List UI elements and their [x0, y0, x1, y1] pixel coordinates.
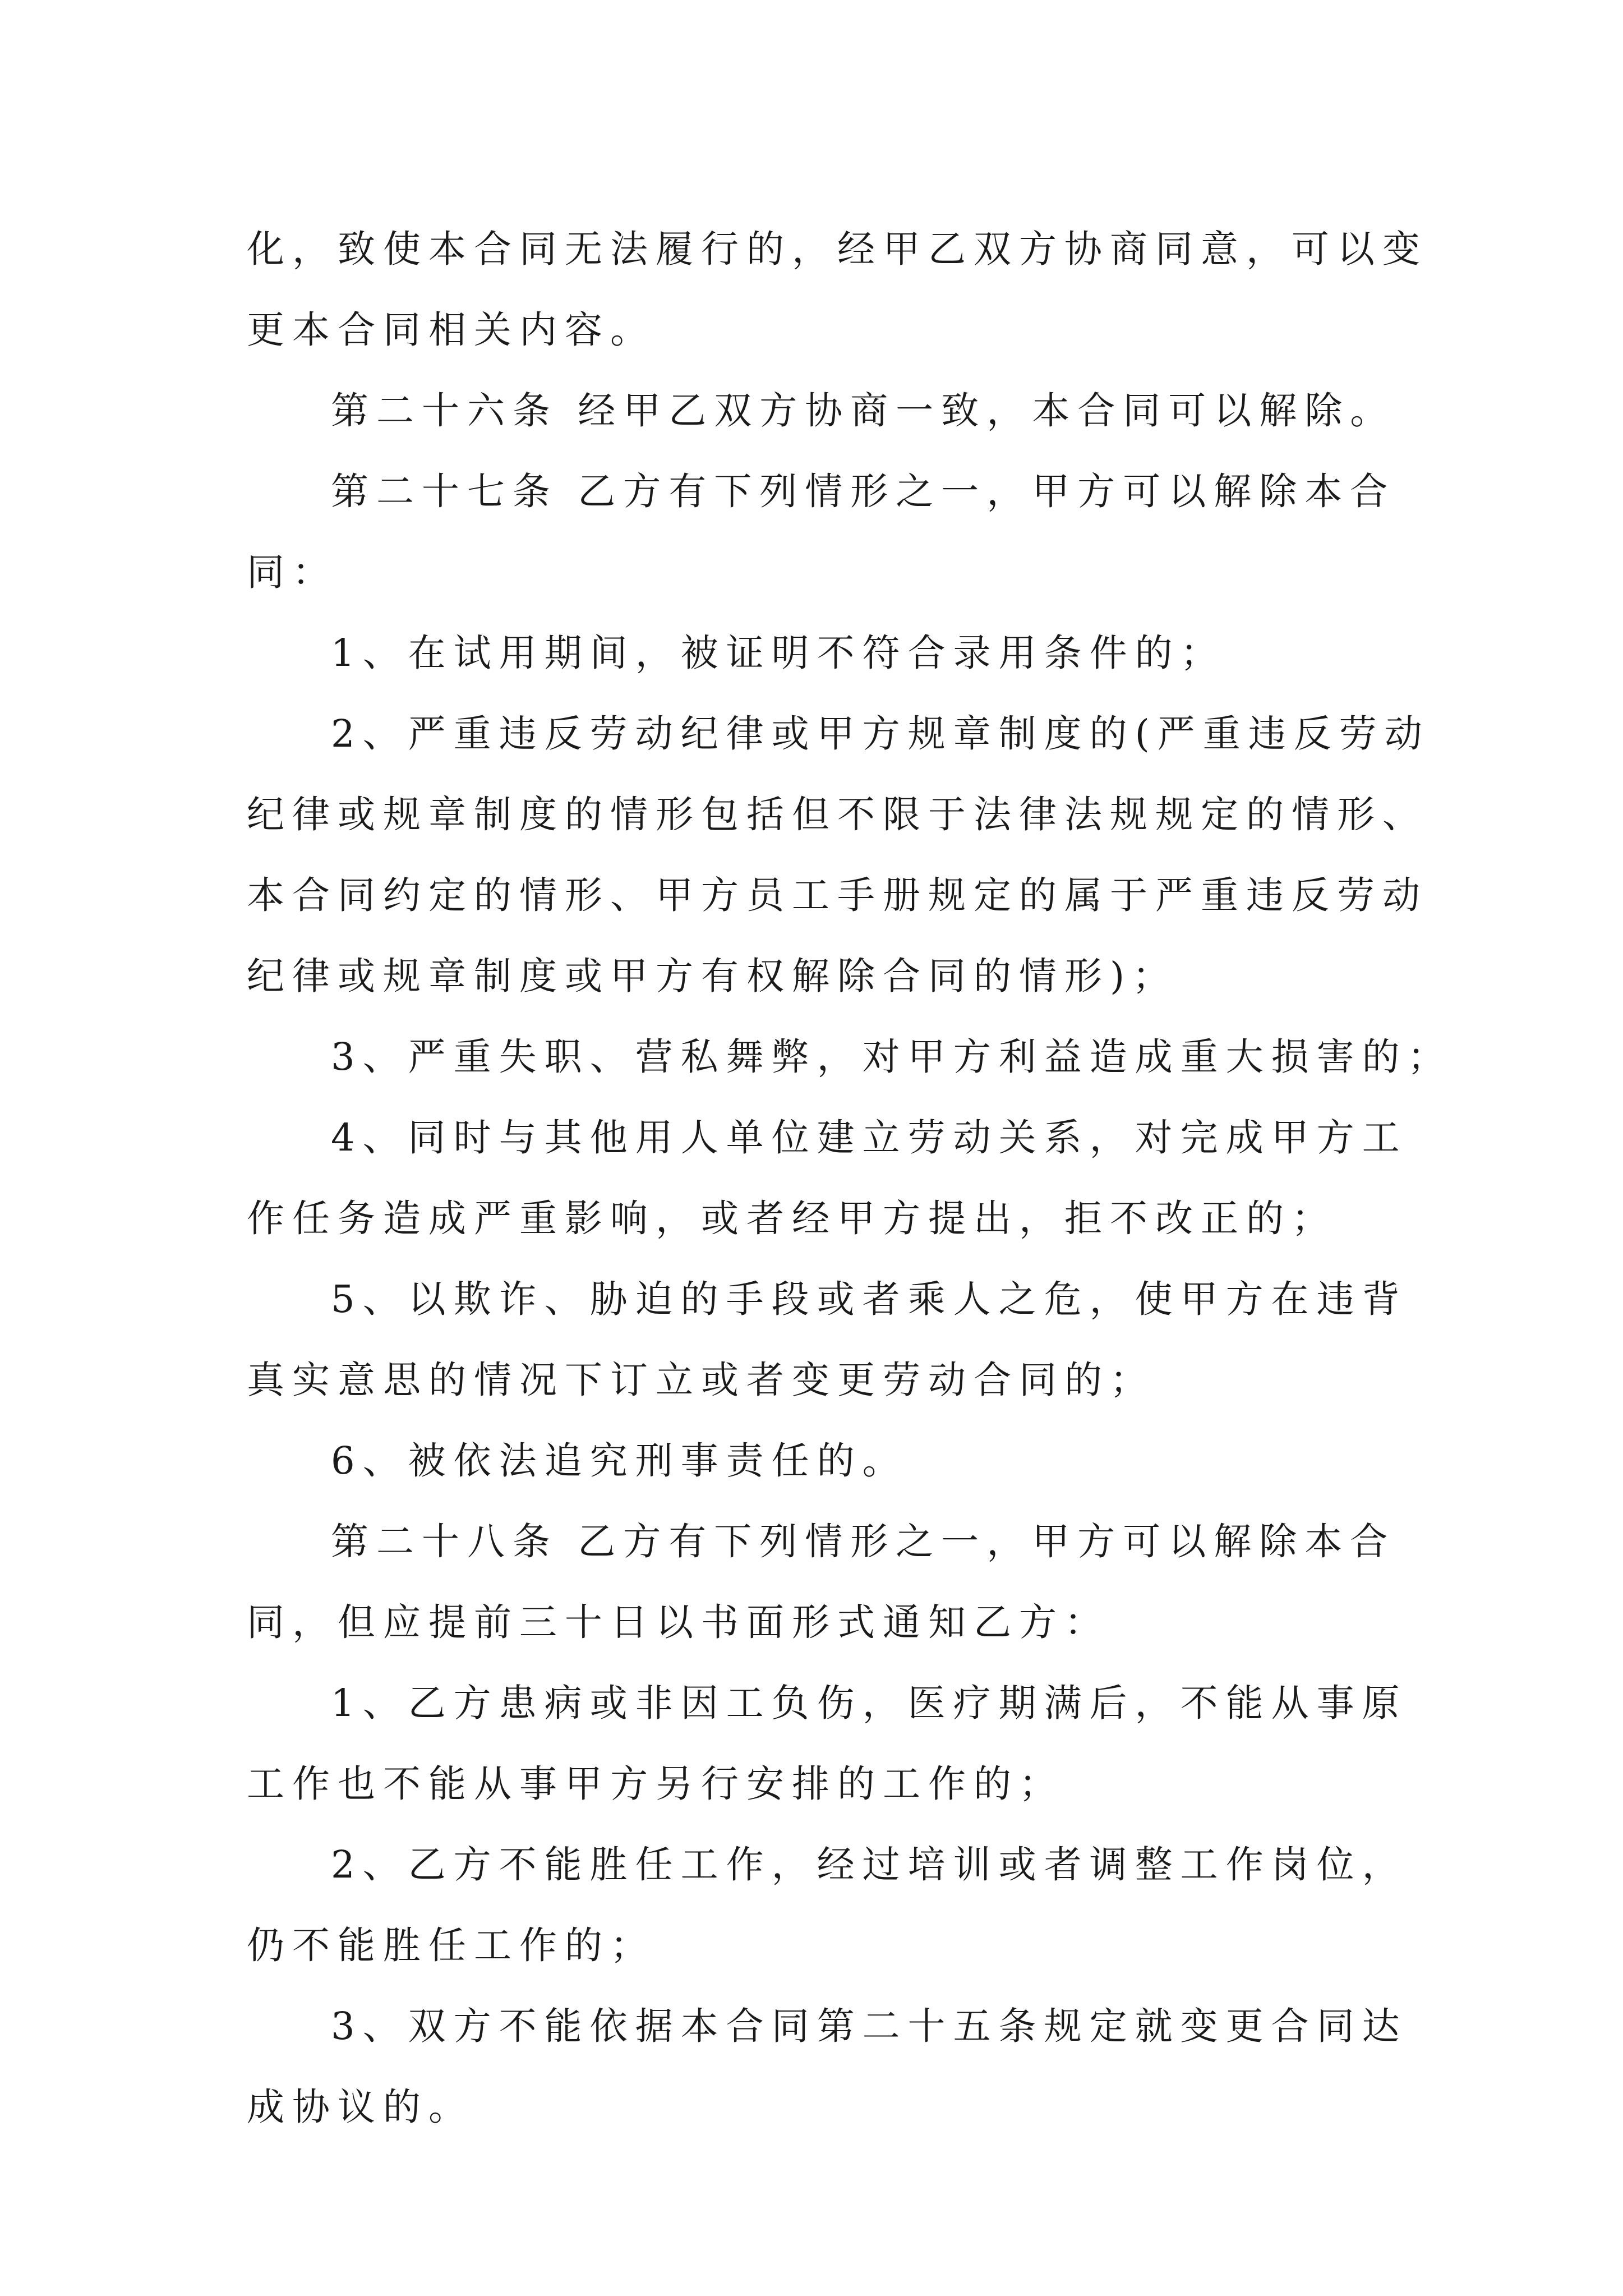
clause-item-line: 6、被依法追究刑事责任的。 [331, 1439, 908, 1483]
text-line: 化，致使本合同无法履行的，经甲乙双方协商同意，可以变 [247, 227, 1428, 271]
text-line: 仍不能胜任工作的； [247, 1924, 656, 1967]
contract-body [247, 209, 1453, 2147]
clause-item-line: 5、以欺诈、胁迫的手段或者乘人之危，使甲方在违背 [331, 1277, 1408, 1321]
clause-item-line: 3、严重失职、营私舞弊，对甲方利益造成重大损害的； [331, 1035, 1453, 1079]
text-line: 工作也不能从事甲方另行安排的工作的； [247, 1762, 1064, 1806]
text-line: 成协议的。 [247, 2085, 474, 2129]
clause-item-line: 2、严重违反劳动纪律或甲方规章制度的(严重违反劳动 [331, 712, 1430, 756]
text-line: 更本合同相关内容。 [247, 308, 656, 352]
clause-item-line: 1、在试用期间，被证明不符合录用条件的； [331, 631, 1226, 675]
article-28-line: 第二十八条 乙方有下列情形之一，甲方可以解除本合 [331, 1520, 1396, 1563]
text-line: 同： [247, 550, 338, 594]
clause-item-line: 2、乙方不能胜任工作，经过培训或者调整工作岗位， [331, 1843, 1408, 1887]
clause-item-line: 1、乙方患病或非因工负伤，医疗期满后，不能从事原 [331, 1681, 1408, 1725]
clause-item-line: 3、双方不能依据本合同第二十五条规定就变更合同达 [331, 2004, 1408, 2048]
article-26-line: 第二十六条 经甲乙双方协商一致，本合同可以解除。 [331, 389, 1396, 432]
text-line: 真实意思的情况下订立或者变更劳动合同的； [247, 1358, 1155, 1402]
text-line: 同，但应提前三十日以书面形式通知乙方： [247, 1600, 1110, 1644]
text-line: 纪律或规章制度或甲方有权解除合同的情形)； [247, 954, 1178, 998]
text-line: 作任务造成严重影响，或者经甲方提出，拒不改正的； [247, 1197, 1337, 1240]
text-line: 本合同约定的情形、甲方员工手册规定的属于严重违反劳动 [247, 873, 1428, 917]
text-line: 纪律或规章制度的情形包括但不限于法律法规规定的情形、 [247, 793, 1428, 836]
clause-item-line: 4、同时与其他用人单位建立劳动关系，对完成甲方工 [331, 1116, 1408, 1159]
article-27-line: 第二十七条 乙方有下列情形之一，甲方可以解除本合 [331, 470, 1396, 513]
